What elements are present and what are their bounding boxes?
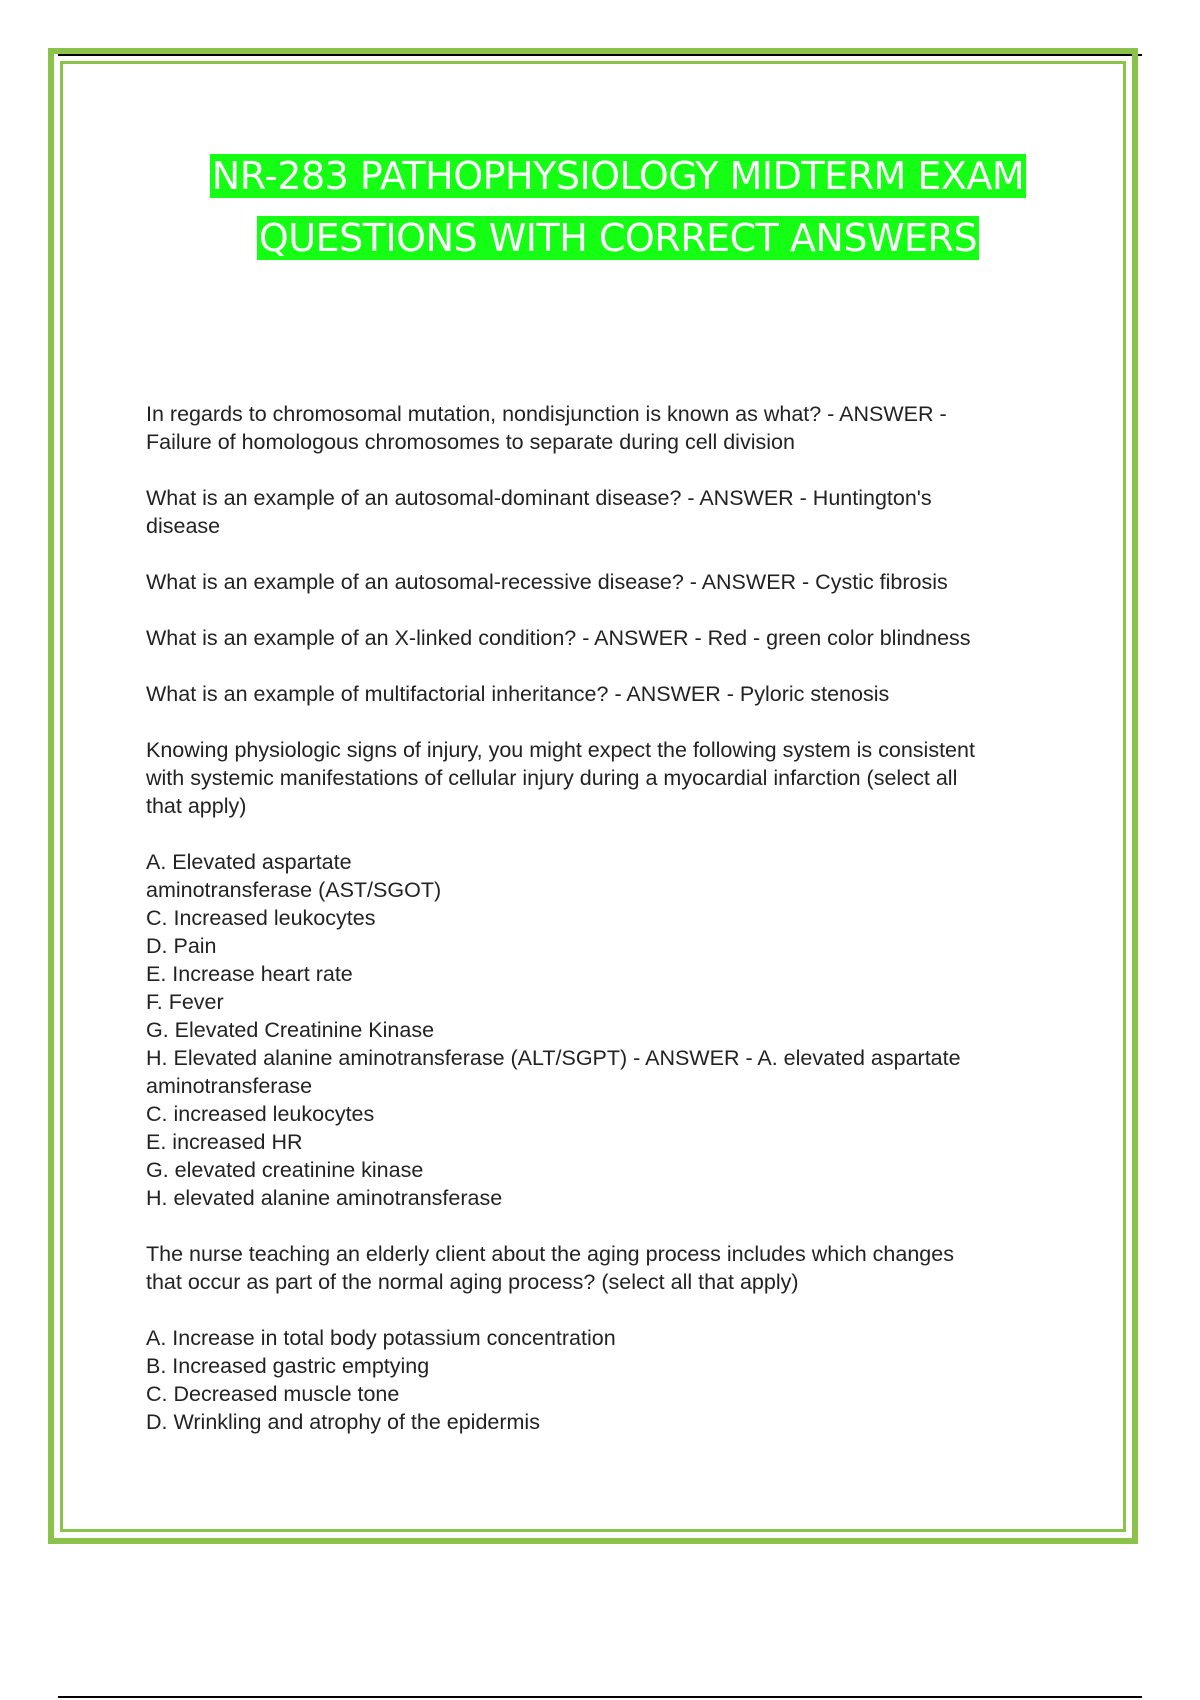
option-line: B. Increased gastric emptying: [146, 1354, 430, 1378]
qa-item: [146, 624, 1086, 652]
question-myocardial-infarction: [146, 736, 1086, 1212]
title-line-1: NR-283 PATHOPHYSIOLOGY MIDTERM EXAM: [211, 154, 1025, 198]
question-text: that apply): [146, 794, 247, 818]
qa-text: disease: [146, 514, 221, 538]
option-line: A. Elevated aspartate: [146, 850, 352, 874]
qa-text: Failure of homologous chromosomes to separate during cell division: [146, 430, 795, 454]
option-line: C. Increased leukocytes: [146, 906, 376, 930]
bottom-rule: [58, 1696, 1142, 1698]
option-list: [146, 848, 1086, 1212]
option-line: D. Pain: [146, 934, 217, 958]
qa-item: [146, 484, 1086, 540]
qa-item: [146, 680, 1086, 708]
qa-text: What is an example of an autosomal-dominant disease? - ANSWER - Huntington's: [146, 486, 932, 510]
option-line: aminotransferase (AST/SGOT): [146, 878, 442, 902]
answer-line: E. increased HR: [146, 1130, 303, 1154]
option-line: F. Fever: [146, 990, 224, 1014]
question-text: The nurse teaching an elderly client about the aging process includes which changes: [146, 1242, 954, 1266]
option-line: D. Wrinkling and atrophy of the epidermis: [146, 1410, 540, 1434]
qa-text: In regards to chromosomal mutation, nondisjunction is known as what? - ANSWER -: [146, 402, 947, 426]
qa-text: What is an example of an X-linked condition? - ANSWER - Red - green color blindness: [146, 626, 971, 650]
document-title: [60, 145, 1176, 269]
question-text: that occur as part of the normal aging process? (select all that apply): [146, 1270, 799, 1294]
document-body: [146, 400, 1086, 1464]
question-aging-process: [146, 1240, 1086, 1436]
option-line: G. Elevated Creatinine Kinase: [146, 1018, 435, 1042]
option-line: A. Increase in total body potassium concentration: [146, 1326, 616, 1350]
qa-text: What is an example of multifactorial inheritance? - ANSWER - Pyloric stenosis: [146, 682, 890, 706]
answer-line: aminotransferase: [146, 1074, 313, 1098]
answer-line: C. increased leukocytes: [146, 1102, 375, 1126]
answer-line: G. elevated creatinine kinase: [146, 1158, 424, 1182]
qa-item: [146, 400, 1086, 456]
title-line-2: QUESTIONS WITH CORRECT ANSWERS: [258, 216, 978, 260]
answer-line: H. elevated alanine aminotransferase: [146, 1186, 503, 1210]
option-line: C. Decreased muscle tone: [146, 1382, 400, 1406]
question-text: Knowing physiologic signs of injury, you might expect the following system is consistent: [146, 738, 975, 762]
qa-text: What is an example of an autosomal-recessive disease? - ANSWER - Cystic fibrosis: [146, 570, 948, 594]
question-text: with systemic manifestations of cellular injury during a myocardial infarction (select all: [146, 766, 958, 790]
option-line: H. Elevated alanine aminotransferase (ALT/SGPT) - ANSWER - A. elevated aspartate: [146, 1046, 961, 1070]
option-list: [146, 1324, 1086, 1436]
qa-item: [146, 568, 1086, 596]
option-line: E. Increase heart rate: [146, 962, 353, 986]
